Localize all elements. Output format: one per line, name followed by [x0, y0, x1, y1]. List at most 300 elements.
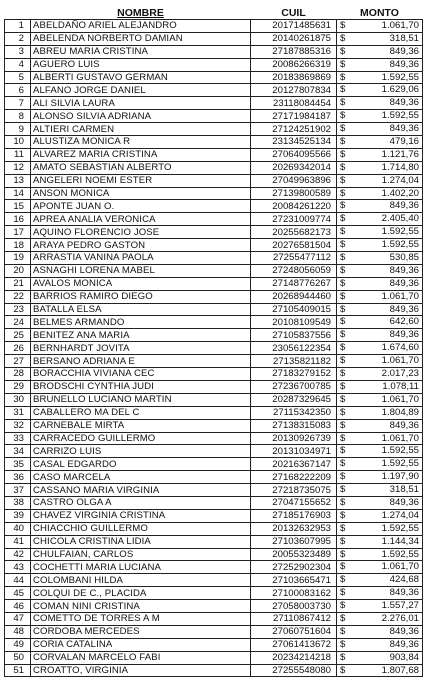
currency-symbol: $: [340, 97, 346, 109]
row-number: 6: [5, 84, 31, 97]
table-header: [5, 6, 423, 20]
currency-symbol: $: [340, 264, 346, 276]
currency-symbol: $: [340, 522, 346, 534]
row-cuil: 27103665471: [251, 574, 337, 587]
row-number: 41: [5, 535, 31, 548]
currency-symbol: $: [340, 148, 346, 160]
row-cuil: 20216367147: [251, 458, 337, 471]
row-number: 10: [5, 136, 31, 149]
row-monto-value: 1.714,80: [381, 161, 419, 173]
table-row: [5, 625, 423, 638]
currency-symbol: $: [340, 58, 346, 70]
row-nombre: CARNEBALE MIRTA: [31, 419, 251, 432]
row-number: 45: [5, 587, 31, 600]
table-row: [5, 71, 423, 84]
row-monto-value: 1.592,55: [381, 71, 419, 83]
row-monto: [337, 45, 423, 58]
row-monto: [337, 264, 423, 277]
currency-symbol: $: [340, 213, 346, 225]
row-cuil: 27255477112: [251, 252, 337, 265]
table-row: [5, 239, 423, 252]
row-cuil: 20268944460: [251, 290, 337, 303]
currency-symbol: $: [340, 458, 346, 470]
row-cuil: 20234214218: [251, 651, 337, 664]
row-nombre: ASNAGHI LORENA MABEL: [31, 264, 251, 277]
row-monto-value: 1.274,04: [381, 509, 419, 521]
row-cuil: 27135821182: [251, 355, 337, 368]
row-monto-value: 849,36: [389, 123, 419, 135]
table-row: [5, 277, 423, 290]
row-cuil: 23134525134: [251, 136, 337, 149]
row-nombre: APONTE JUAN O.: [31, 200, 251, 213]
row-number: 4: [5, 58, 31, 71]
row-number: 42: [5, 548, 31, 561]
row-cuil: 27100083162: [251, 587, 337, 600]
row-monto: [337, 380, 423, 393]
table-row: [5, 58, 423, 71]
row-monto-value: 1.061,70: [381, 393, 419, 405]
currency-symbol: $: [340, 600, 346, 612]
row-monto-value: 642,60: [389, 316, 419, 328]
table-row: [5, 380, 423, 393]
row-cuil: 27064095566: [251, 148, 337, 161]
row-nombre: AQUINO FLORENCIO JOSE: [31, 226, 251, 239]
row-cuil: 27060751604: [251, 625, 337, 638]
row-nombre: AMATO SEBASTIAN ALBERTO: [31, 161, 251, 174]
row-monto: [337, 84, 423, 97]
payment-table: [4, 6, 423, 677]
row-number: 51: [5, 664, 31, 677]
row-monto: [337, 509, 423, 522]
row-monto: [337, 484, 423, 497]
payment-list-sheet: [4, 6, 422, 677]
row-monto: [337, 419, 423, 432]
currency-symbol: $: [340, 445, 346, 457]
row-nombre: ALBERTI GUSTAVO GERMAN: [31, 71, 251, 84]
row-number: 14: [5, 187, 31, 200]
row-monto-value: 318,51: [389, 32, 419, 44]
row-cuil: 20084261220: [251, 200, 337, 213]
row-monto: [337, 187, 423, 200]
row-number: 1: [5, 20, 31, 33]
row-number: 37: [5, 484, 31, 497]
table-row: [5, 252, 423, 265]
row-number: 30: [5, 393, 31, 406]
row-monto-value: 1.061,70: [381, 20, 419, 31]
row-monto: [337, 316, 423, 329]
row-nombre: ANSON MONICA: [31, 187, 251, 200]
row-monto-value: 1.402,20: [381, 187, 419, 199]
row-monto: [337, 445, 423, 458]
currency-symbol: $: [340, 484, 346, 496]
table-row: [5, 136, 423, 149]
row-monto-value: 1.592,55: [381, 239, 419, 251]
row-monto: [337, 213, 423, 226]
row-nombre: ARAYA PEDRO GASTON: [31, 239, 251, 252]
currency-symbol: $: [340, 290, 346, 302]
row-nombre: BRUNELLO LUCIANO MARTIN: [31, 393, 251, 406]
row-cuil: 27236700785: [251, 380, 337, 393]
row-monto: [337, 393, 423, 406]
row-cuil: 20287329645: [251, 393, 337, 406]
currency-symbol: $: [340, 136, 346, 148]
row-nombre: ANGELERI NOEMI ESTER: [31, 174, 251, 187]
row-number: 36: [5, 471, 31, 484]
table-row: [5, 445, 423, 458]
row-number: 12: [5, 161, 31, 174]
row-monto-value: 849,36: [389, 45, 419, 57]
row-nombre: CORIA CATALINA: [31, 638, 251, 651]
row-number: 43: [5, 561, 31, 574]
row-monto: [337, 71, 423, 84]
row-monto-value: 1.061,70: [381, 355, 419, 367]
row-cuil: 27171984187: [251, 110, 337, 123]
row-cuil: 20131034971: [251, 445, 337, 458]
row-nombre: BENITEZ ANA MARIA: [31, 329, 251, 342]
row-number: 50: [5, 651, 31, 664]
row-monto-value: 530,85: [389, 252, 419, 264]
row-monto: [337, 561, 423, 574]
currency-symbol: $: [340, 277, 346, 289]
row-monto-value: 2.017,23: [381, 368, 419, 380]
row-nombre: CHICOLA CRISTINA LIDIA: [31, 535, 251, 548]
row-number: 38: [5, 496, 31, 509]
row-number: 22: [5, 290, 31, 303]
row-monto-value: 1.121,76: [381, 148, 419, 160]
row-number: 33: [5, 432, 31, 445]
row-monto-value: 849,36: [389, 58, 419, 70]
row-cuil: 27255548080: [251, 664, 337, 677]
header-nombre: NOMBRE: [117, 6, 164, 19]
row-number: 32: [5, 419, 31, 432]
row-monto: [337, 110, 423, 123]
table-body: [5, 20, 423, 677]
row-cuil: 20130926739: [251, 432, 337, 445]
table-row: [5, 535, 423, 548]
row-monto: [337, 664, 423, 677]
row-monto-value: 1.078,11: [382, 380, 419, 392]
row-monto: [337, 458, 423, 471]
row-monto: [337, 638, 423, 651]
currency-symbol: $: [340, 393, 346, 405]
row-monto: [337, 574, 423, 587]
row-monto: [337, 535, 423, 548]
row-number: 40: [5, 522, 31, 535]
currency-symbol: $: [340, 612, 346, 624]
currency-symbol: $: [340, 20, 346, 31]
row-cuil: 27105837556: [251, 329, 337, 342]
row-cuil: 23056122354: [251, 342, 337, 355]
currency-symbol: $: [340, 252, 346, 264]
row-nombre: ABREU MARIA CRISTINA: [31, 45, 251, 58]
table-row: [5, 638, 423, 651]
row-monto: [337, 148, 423, 161]
row-monto-value: 1.274,04: [381, 174, 419, 186]
table-row: [5, 471, 423, 484]
row-number: 17: [5, 226, 31, 239]
row-monto-value: 1.592,55: [381, 458, 419, 470]
row-number: 44: [5, 574, 31, 587]
row-nombre: CASSANO MARIA VIRGINIA: [31, 484, 251, 497]
currency-symbol: $: [340, 509, 346, 521]
row-number: 24: [5, 316, 31, 329]
row-monto-value: 1.807,68: [381, 664, 419, 676]
row-cuil: 27061413672: [251, 638, 337, 651]
row-nombre: BARRIOS RAMIRO DIEGO: [31, 290, 251, 303]
row-nombre: ALTIERI CARMEN: [31, 123, 251, 136]
table-row: [5, 587, 423, 600]
currency-symbol: $: [340, 355, 346, 367]
row-monto: [337, 612, 423, 625]
row-nombre: CROATTO, VIRGINIA: [31, 664, 251, 677]
row-cuil: 27252902304: [251, 561, 337, 574]
row-number: 35: [5, 458, 31, 471]
row-cuil: 20086266319: [251, 58, 337, 71]
row-number: 28: [5, 368, 31, 381]
currency-symbol: $: [340, 174, 346, 186]
currency-symbol: $: [340, 625, 346, 637]
row-number: 49: [5, 638, 31, 651]
row-monto: [337, 97, 423, 110]
table-row: [5, 161, 423, 174]
row-monto: [337, 239, 423, 252]
row-cuil: 27105409015: [251, 303, 337, 316]
row-nombre: COMETTO DE TORRES A M: [31, 612, 251, 625]
currency-symbol: $: [340, 161, 346, 173]
row-cuil: 27047155652: [251, 496, 337, 509]
row-monto: [337, 342, 423, 355]
row-monto-value: 1.061,70: [381, 561, 419, 573]
table-row: [5, 110, 423, 123]
table-row: [5, 174, 423, 187]
row-cuil: 27218735075: [251, 484, 337, 497]
row-cuil: 27187885316: [251, 45, 337, 58]
row-number: 9: [5, 123, 31, 136]
row-monto-value: 849,36: [389, 303, 419, 315]
currency-symbol: $: [340, 84, 346, 96]
row-monto-value: 318,51: [389, 484, 419, 496]
row-monto-value: 849,36: [389, 625, 419, 637]
row-nombre: CORDOBA MERCEDES: [31, 625, 251, 638]
currency-symbol: $: [340, 329, 346, 341]
table-row: [5, 600, 423, 613]
currency-symbol: $: [340, 368, 346, 380]
currency-symbol: $: [340, 110, 346, 122]
row-nombre: APREA ANALIA VERONICA: [31, 213, 251, 226]
row-monto-value: 1.061,70: [381, 432, 419, 444]
table-row: [5, 496, 423, 509]
currency-symbol: $: [340, 45, 346, 57]
row-nombre: COLOMBANI HILDA: [31, 574, 251, 587]
row-cuil: 20055323489: [251, 548, 337, 561]
row-monto: [337, 226, 423, 239]
row-nombre: CORVALAN MARCELO FABI: [31, 651, 251, 664]
row-number: 8: [5, 110, 31, 123]
currency-symbol: $: [340, 432, 346, 444]
table-row: [5, 20, 423, 33]
row-number: 48: [5, 625, 31, 638]
row-nombre: BRODSCHI CYNTHIA JUDI: [31, 380, 251, 393]
row-monto-value: 849,36: [389, 97, 419, 109]
row-nombre: COCHETTI MARIA LUCIANA: [31, 561, 251, 574]
header-cuil: CUIL: [281, 6, 306, 19]
currency-symbol: $: [340, 316, 346, 328]
table-row: [5, 148, 423, 161]
row-monto: [337, 136, 423, 149]
row-nombre: ALONSO SILVIA ADRIANA: [31, 110, 251, 123]
row-cuil: 20127807834: [251, 84, 337, 97]
row-number: 11: [5, 148, 31, 161]
currency-symbol: $: [340, 471, 346, 483]
row-number: 26: [5, 342, 31, 355]
currency-symbol: $: [340, 380, 346, 392]
row-number: 23: [5, 303, 31, 316]
table-row: [5, 84, 423, 97]
currency-symbol: $: [340, 200, 346, 212]
row-monto-value: 849,36: [389, 200, 419, 212]
currency-symbol: $: [340, 561, 346, 573]
row-monto-value: 849,36: [389, 264, 419, 276]
row-nombre: ALI SILVIA LAURA: [31, 97, 251, 110]
row-number: 20: [5, 264, 31, 277]
row-number: 19: [5, 252, 31, 265]
row-nombre: CASAL EDGARDO: [31, 458, 251, 471]
table-row: [5, 509, 423, 522]
row-nombre: CARRIZO LUIS: [31, 445, 251, 458]
row-nombre: ABELENDA NORBERTO DAMIAN: [31, 32, 251, 45]
table-row: [5, 612, 423, 625]
row-monto-value: 849,36: [389, 638, 419, 650]
table-row: [5, 522, 423, 535]
row-monto: [337, 496, 423, 509]
table-row: [5, 329, 423, 342]
row-nombre: CHAVEZ VIRGINIA CRISTINA: [31, 509, 251, 522]
row-monto-value: 1.674,60: [381, 342, 419, 354]
table-row: [5, 458, 423, 471]
table-row: [5, 123, 423, 136]
row-nombre: ALUSTIZA MONICA R: [31, 136, 251, 149]
row-monto-value: 1.592,55: [381, 522, 419, 534]
row-monto: [337, 303, 423, 316]
row-cuil: 27049963896: [251, 174, 337, 187]
row-nombre: CASTRO OLGA A: [31, 496, 251, 509]
currency-symbol: $: [340, 342, 346, 354]
currency-symbol: $: [340, 638, 346, 650]
row-cuil: 27183279152: [251, 368, 337, 381]
row-monto-value: 903,84: [389, 651, 419, 663]
currency-symbol: $: [340, 574, 346, 586]
row-cuil: 20269342014: [251, 161, 337, 174]
table-row: [5, 97, 423, 110]
row-cuil: 27058003730: [251, 600, 337, 613]
row-number: 7: [5, 97, 31, 110]
row-monto-value: 849,36: [389, 419, 419, 431]
table-row: [5, 574, 423, 587]
currency-symbol: $: [340, 587, 346, 599]
row-nombre: CARRACEDO GUILLERMO: [31, 432, 251, 445]
row-nombre: BORACCHIA VIVIANA CEC: [31, 368, 251, 381]
row-monto: [337, 32, 423, 45]
row-nombre: BERSANO ADRIANA E: [31, 355, 251, 368]
row-monto-value: 1.804,89: [381, 406, 419, 418]
row-monto: [337, 471, 423, 484]
row-monto-value: 479,16: [389, 136, 419, 148]
currency-symbol: $: [340, 71, 346, 83]
row-monto-value: 849,36: [389, 329, 419, 341]
row-cuil: 20276581504: [251, 239, 337, 252]
row-nombre: COLQUI DE C., PLACIDA: [31, 587, 251, 600]
currency-symbol: $: [340, 187, 346, 199]
row-nombre: ALVAREZ MARIA CRISTINA: [31, 148, 251, 161]
table-row: [5, 664, 423, 677]
table-row: [5, 355, 423, 368]
row-nombre: ARRASTIA VANINA PAOLA: [31, 252, 251, 265]
row-monto-value: 849,36: [389, 587, 419, 599]
row-cuil: 27115342350: [251, 406, 337, 419]
row-monto: [337, 329, 423, 342]
row-nombre: ALFANO JORGE DANIEL: [31, 84, 251, 97]
table-row: [5, 316, 423, 329]
row-number: 39: [5, 509, 31, 522]
row-monto-value: 1.592,55: [381, 445, 419, 457]
row-monto-value: 849,36: [389, 496, 419, 508]
currency-symbol: $: [340, 651, 346, 663]
currency-symbol: $: [340, 548, 346, 560]
row-cuil: 27110867412: [251, 612, 337, 625]
table-row: [5, 32, 423, 45]
row-monto-value: 1.592,55: [381, 548, 419, 560]
row-monto-value: 1.592,55: [381, 110, 419, 122]
row-number: 13: [5, 174, 31, 187]
row-monto: [337, 20, 423, 33]
row-nombre: BERNHARDT JOVITA: [31, 342, 251, 355]
row-number: 47: [5, 612, 31, 625]
row-cuil: 27185176903: [251, 509, 337, 522]
currency-symbol: $: [340, 226, 346, 238]
row-nombre: ABELDAÑO ARIEL ALEJANDRO: [31, 20, 251, 33]
row-nombre: COMAN NINI CRISTINA: [31, 600, 251, 613]
row-number: 21: [5, 277, 31, 290]
row-nombre: CHULFAIAN, CARLOS: [31, 548, 251, 561]
table-row: [5, 200, 423, 213]
row-nombre: AGUERO LUIS: [31, 58, 251, 71]
row-cuil: 27148776267: [251, 277, 337, 290]
table-row: [5, 406, 423, 419]
row-monto: [337, 200, 423, 213]
currency-symbol: $: [340, 419, 346, 431]
row-monto: [337, 290, 423, 303]
row-monto: [337, 600, 423, 613]
currency-symbol: $: [340, 239, 346, 251]
row-monto: [337, 625, 423, 638]
row-number: 18: [5, 239, 31, 252]
table-row: [5, 419, 423, 432]
table-row: [5, 548, 423, 561]
row-monto: [337, 651, 423, 664]
row-nombre: BELMES ARMANDO: [31, 316, 251, 329]
header-num: [5, 6, 31, 20]
row-monto-value: 1.592,55: [381, 226, 419, 238]
row-number: 29: [5, 380, 31, 393]
row-cuil: 20132632953: [251, 522, 337, 535]
row-monto: [337, 277, 423, 290]
row-monto: [337, 522, 423, 535]
row-monto-value: 1.197,90: [381, 471, 419, 483]
row-number: 5: [5, 71, 31, 84]
table-row: [5, 651, 423, 664]
row-cuil: 20183869869: [251, 71, 337, 84]
row-monto-value: 1.629,06: [381, 84, 419, 96]
